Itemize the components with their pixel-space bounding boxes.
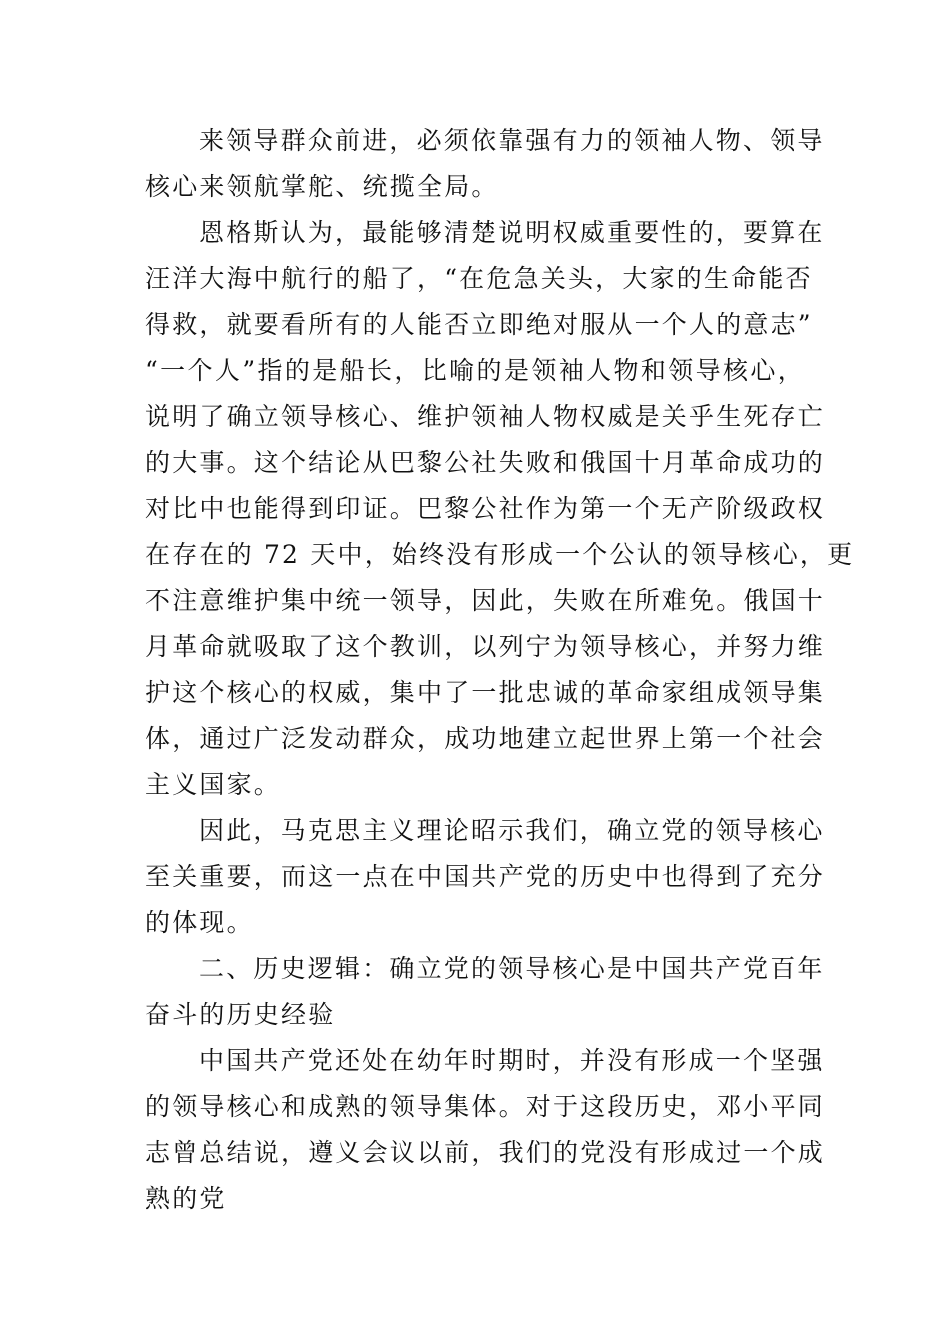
text-line: 的体现。 bbox=[145, 908, 254, 937]
text-line: 体，通过广泛发动群众，成功地建立起世界上第一个社会 bbox=[145, 724, 826, 753]
text-line: 主义国家。 bbox=[145, 770, 282, 799]
text-line: 说明了确立领导核心、维护领袖人物权威是关乎生死存亡 bbox=[145, 402, 826, 431]
paragraph-3 bbox=[145, 808, 826, 946]
text-line: “一个人”指的是船长，比喻的是领袖人物和领导核心， bbox=[145, 356, 805, 385]
text-line: 至关重要，而这一点在中国共产党的历史中也得到了充分 bbox=[145, 862, 826, 891]
text-line: 得救，就要看所有的人能否立即绝对服从一个人的意志” bbox=[145, 310, 813, 339]
text-line: 的领导核心和成熟的领导集体。对于这段历史，邓小平同 bbox=[145, 1092, 826, 1121]
text-line: 熟的党 bbox=[145, 1184, 227, 1213]
document-body bbox=[145, 118, 855, 1222]
text-line: 恩格斯认为，最能够清楚说明权威重要性的，要算在 bbox=[199, 218, 825, 247]
text-line: 核心来领航掌舵、统揽全局。 bbox=[145, 172, 499, 201]
text-line: 的大事。这个结论从巴黎公社失败和俄国十月革命成功的 bbox=[145, 448, 826, 477]
text-line: 月革命就吸取了这个教训，以列宁为领导核心，并努力维 bbox=[145, 632, 826, 661]
section-heading bbox=[145, 946, 825, 1038]
text-line: 来领导群众前进，必须依靠强有力的领袖人物、领导 bbox=[199, 126, 825, 155]
text-line: 二、历史逻辑：确立党的领导核心是中国共产党百年 bbox=[199, 954, 825, 983]
text-line: 对比中也能得到印证。巴黎公社作为第一个无产阶级政权 bbox=[145, 494, 826, 523]
text-line: 志曾总结说，遵义会议以前，我们的党没有形成过一个成 bbox=[145, 1138, 826, 1167]
paragraph-5 bbox=[145, 1038, 826, 1222]
text-line: 在存在的 72 天中，始终没有形成一个公认的领导核心，更 bbox=[145, 540, 855, 569]
text-line: 汪洋大海中航行的船了，“在危急关头，大家的生命能否 bbox=[145, 264, 813, 293]
text-line: 因此，马克思主义理论昭示我们，确立党的领导核心 bbox=[199, 816, 825, 845]
text-line: 护这个核心的权威，集中了一批忠诚的革命家组成领导集 bbox=[145, 678, 826, 707]
text-line: 中国共产党还处在幼年时期时，并没有形成一个坚强 bbox=[199, 1046, 825, 1075]
text-line: 奋斗的历史经验 bbox=[145, 1000, 336, 1029]
paragraph-1 bbox=[145, 118, 825, 210]
paragraph-2 bbox=[145, 210, 855, 808]
text-line: 不注意维护集中统一领导，因此，失败在所难免。俄国十 bbox=[145, 586, 826, 615]
